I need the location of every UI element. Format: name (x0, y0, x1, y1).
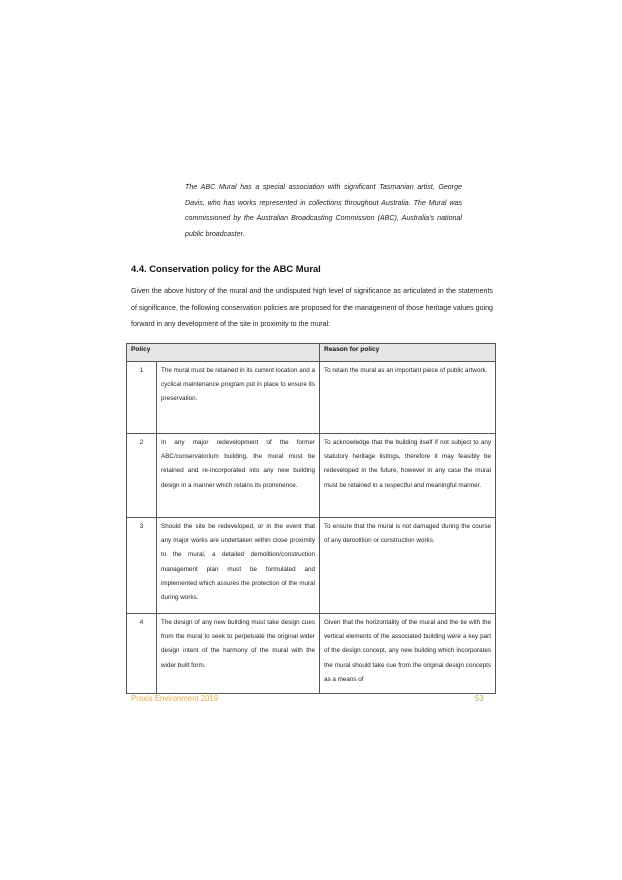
quote-paragraph: The ABC Mural has a special association with significant Tasmanian artist, George Davis, who has works represented in collections throughout Australia. The Mural was commissioned by the Australian Broadcasting Commission (ABC), Australia's national public broadcaster. (185, 183, 462, 238)
policy-text: Should the site be redeveloped, or in the event that any major works are undertaken within close proximity to the mural, a detailed demolition/construction management plan must be formulated and implemented which assures the protection of the mural during works. (157, 518, 320, 614)
header-reason: Reason for policy (320, 344, 496, 362)
footer-publisher: Praxis Environment 2019 (131, 694, 219, 703)
table-header-row (127, 344, 496, 362)
policy-number: 3 (127, 518, 157, 614)
policy-number: 2 (127, 434, 157, 518)
page-number: 53 (475, 694, 484, 703)
policy-text: The design of any new building must take design cues from the mural to seek to perpetuate the original wider design intent of the harmony of the mural with the wider built form. (157, 614, 320, 694)
policy-table (126, 343, 496, 694)
policy-text: The mural must be retained in its current location and a cyclical maintenance program put in place to ensure its preservation. (157, 362, 320, 434)
header-policy: Policy (127, 344, 320, 362)
policy-number: 4 (127, 614, 157, 694)
table-row (127, 362, 496, 434)
table-row (127, 614, 496, 694)
reason-text: Given that the horizontality of the mural and the tie with the vertical elements of the associated building were a key part of the design concept, any new building which incorporates the mural should take cue from the original design concepts as a means of (320, 614, 496, 694)
reason-text: To acknowledge that the building itself if not subject to any statutory heritage listings, therefore it may feasibly be redeveloped in the future, however in any case the mural must be retained in a respectful and meaningful manner. (320, 434, 496, 518)
policy-text: In any major redevelopment of the former ABC/conservatorium building, the mural must be retained and re-incorporated into any new building design in a manner which retains its prominence. (157, 434, 320, 518)
table-row (127, 518, 496, 614)
reason-text: To ensure that the mural is not damaged during the course of any demolition or construction works. (320, 518, 496, 614)
intro-paragraph: Given the above history of the mural and the undisputed high level of significance as articulated in the statements of significance, the following conservation policies are proposed for the management of those heritage values going forward in any development of the site in proximity to the mural: (131, 287, 494, 328)
reason-text: To retain the mural as an important piece of public artwork. (320, 362, 496, 434)
section-heading: 4.4. Conservation policy for the ABC Mural (131, 263, 321, 274)
policy-number: 1 (127, 362, 157, 434)
table-row (127, 434, 496, 518)
